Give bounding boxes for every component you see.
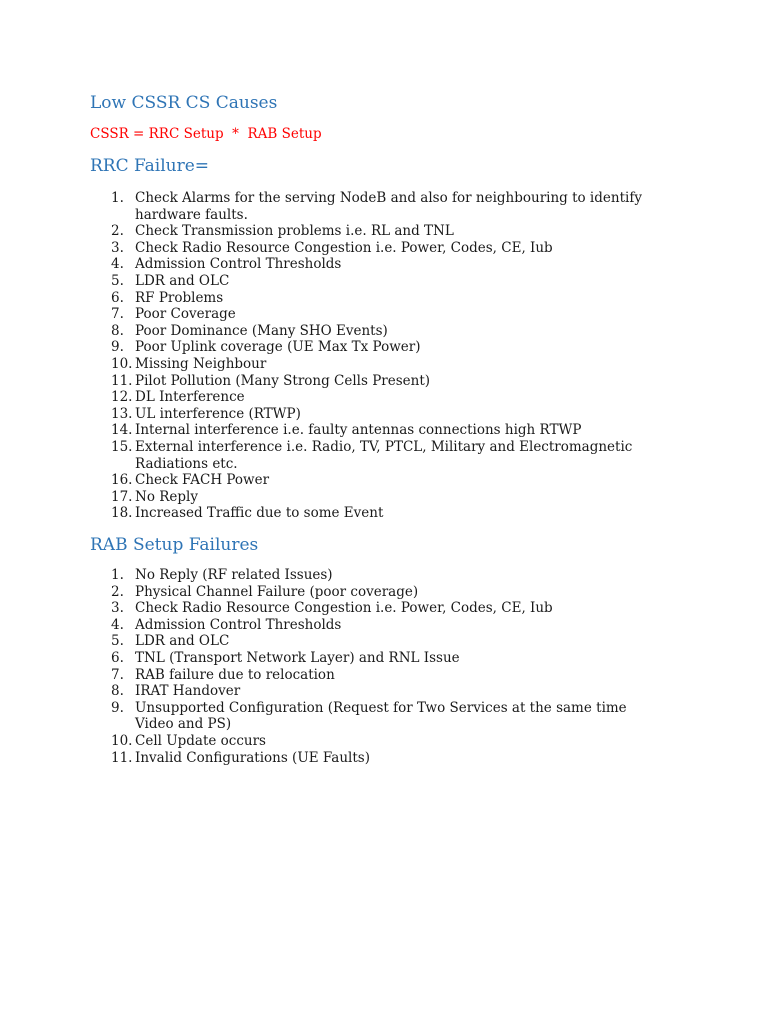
list-item — [0, 650, 665, 667]
list-item-text: Check Transmission problems i.e. RL and TNL — [135, 223, 454, 240]
list-item — [0, 190, 665, 223]
list-item — [0, 700, 665, 733]
list-item-text: Check Radio Resource Congestion i.e. Power, Codes, CE, Iub — [135, 239, 553, 256]
list-item-text: LDR and OLC — [135, 633, 230, 650]
list-item-text: TNL (Transport Network Layer) and RNL Issue — [135, 649, 460, 666]
list-item — [0, 567, 665, 584]
list-item-text: IRAT Handover — [135, 683, 241, 700]
list-item-number: 5. — [111, 272, 124, 289]
list-item-text: Increased Traffic due to some Event — [135, 505, 384, 522]
list-item-text: Unsupported Configuration (Request for Two Services at the same time Video and PS) — [135, 699, 627, 733]
list-item — [0, 733, 665, 750]
rab-setup-failures-list — [0, 567, 768, 766]
list-item — [0, 750, 665, 767]
list-item-number: 2. — [111, 223, 124, 240]
list-item — [0, 306, 665, 323]
list-item-number: 6. — [111, 289, 124, 306]
rrc-failure-list — [0, 190, 768, 522]
list-item — [0, 273, 665, 290]
list-item-text: Admission Control Thresholds — [135, 256, 342, 273]
list-item-number: 13. — [111, 405, 133, 422]
list-item-number: 2. — [111, 583, 124, 600]
list-item-text: Admission Control Thresholds — [135, 616, 342, 633]
list-item — [0, 240, 665, 257]
list-item — [0, 584, 665, 601]
list-item-text: Physical Channel Failure (poor coverage) — [135, 583, 419, 600]
list-item — [0, 472, 665, 489]
page-title: Low CSSR CS Causes — [90, 93, 278, 113]
list-item-number: 9. — [111, 699, 124, 716]
list-item-number: 18. — [111, 505, 133, 522]
list-item-number: 7. — [111, 306, 124, 323]
list-item-text: Cell Update occurs — [135, 732, 266, 749]
list-item — [0, 373, 665, 390]
list-item-number: 3. — [111, 239, 124, 256]
cssr-formula: CSSR = RRC Setup * RAB Setup — [90, 126, 322, 142]
list-item — [0, 422, 665, 439]
list-item — [0, 617, 665, 634]
list-item — [0, 439, 665, 472]
list-item — [0, 406, 665, 423]
list-item-number: 1. — [111, 567, 124, 583]
list-item-text: Internal interference i.e. faulty antennas connections high RTWP — [135, 422, 582, 439]
list-item-number: 11. — [111, 372, 133, 389]
rrc-failure-heading: RRC Failure= — [90, 156, 210, 176]
list-item-text: RAB failure due to relocation — [135, 666, 335, 683]
list-item-number: 3. — [111, 600, 124, 617]
list-item-number: 8. — [111, 322, 124, 339]
list-item — [0, 489, 665, 506]
list-item — [0, 389, 665, 406]
list-item-text: LDR and OLC — [135, 272, 230, 289]
list-item — [0, 600, 665, 617]
list-item-text: No Reply — [135, 488, 198, 505]
list-item-text: Pilot Pollution (Many Strong Cells Present) — [135, 372, 431, 389]
list-item-number: 10. — [111, 355, 133, 372]
list-item-text: External interference i.e. Radio, TV, PTCL, Military and Electromagnetic Radiations etc. — [135, 438, 633, 472]
list-item-number: 4. — [111, 616, 124, 633]
list-item-number: 15. — [111, 438, 133, 455]
list-item-text: Missing Neighbour — [135, 355, 267, 372]
list-item-number: 7. — [111, 666, 124, 683]
list-item — [0, 256, 665, 273]
list-item — [0, 323, 665, 340]
list-item-number: 16. — [111, 472, 133, 489]
list-item-number: 5. — [111, 633, 124, 650]
list-item-number: 12. — [111, 389, 133, 406]
list-item-text: No Reply (RF related Issues) — [135, 567, 333, 583]
list-item — [0, 339, 665, 356]
list-item-number: 8. — [111, 683, 124, 700]
list-item-number: 1. — [111, 190, 124, 206]
list-item-text: DL Interference — [135, 389, 245, 406]
list-item-text: Check Alarms for the serving NodeB and also for neighbouring to identify hardware faults. — [135, 190, 642, 223]
list-item-number: 14. — [111, 422, 133, 439]
list-item-number: 6. — [111, 649, 124, 666]
list-item-text: Invalid Configurations (UE Faults) — [135, 749, 370, 766]
list-item — [0, 505, 665, 522]
list-item — [0, 223, 665, 240]
list-item-number: 10. — [111, 732, 133, 749]
list-item-number: 9. — [111, 339, 124, 356]
list-item-text: UL interference (RTWP) — [135, 405, 301, 422]
list-item — [0, 633, 665, 650]
list-item-number: 17. — [111, 488, 133, 505]
list-item-number: 4. — [111, 256, 124, 273]
list-item-text: Poor Dominance (Many SHO Events) — [135, 322, 388, 339]
list-item-number: 11. — [111, 749, 133, 766]
list-item — [0, 667, 665, 684]
list-item-text: Poor Coverage — [135, 306, 236, 323]
list-item-text: Check FACH Power — [135, 472, 270, 489]
list-item-text: RF Problems — [135, 289, 224, 306]
list-item — [0, 356, 665, 373]
list-item — [0, 290, 665, 307]
list-item-text: Poor Uplink coverage (UE Max Tx Power) — [135, 339, 421, 356]
list-item — [0, 683, 665, 700]
list-item-text: Check Radio Resource Congestion i.e. Power, Codes, CE, Iub — [135, 600, 553, 617]
rab-setup-failures-heading: RAB Setup Failures — [90, 535, 259, 555]
